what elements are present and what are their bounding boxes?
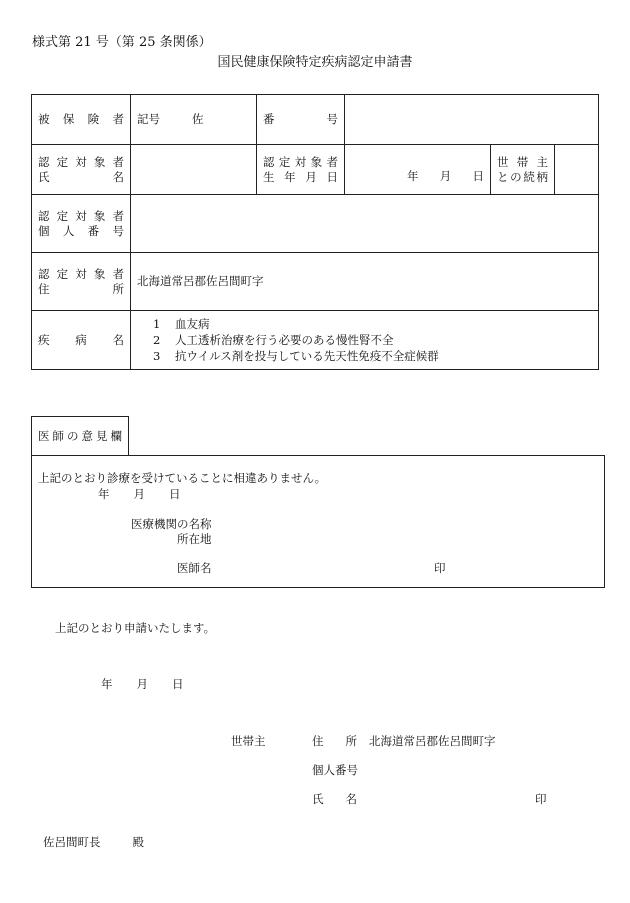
insured-label-cell <box>32 95 131 145</box>
recipient-honorific: 殿 <box>132 835 144 849</box>
applicant-seal-label: 印 <box>535 792 547 806</box>
doctor-seal-label: 印 <box>434 561 446 575</box>
form-number: 様式第 21 号（第 25 条関係） <box>32 35 212 50</box>
target-id-value-cell[interactable] <box>131 195 599 253</box>
target-id-row <box>32 195 599 253</box>
target-address-label-1: 認定対象者 <box>38 266 124 281</box>
relation-label-cell <box>491 145 555 195</box>
application-table <box>31 94 599 370</box>
recipient-label: 佐呂間町長 <box>43 835 101 849</box>
household-head-label: 世帯主 <box>231 734 266 748</box>
target-address-value-cell[interactable] <box>131 253 599 311</box>
birth-day-label: 日 <box>472 169 484 183</box>
relation-value-cell[interactable] <box>555 145 599 195</box>
disease-list <box>137 316 592 364</box>
applicant-address-value: 北海道常呂郡佐呂間町字 <box>369 734 496 748</box>
applicant-name-label-1: 氏 <box>312 792 324 806</box>
symbol-label: 記号 <box>137 112 160 126</box>
symbol-value: 佐 <box>192 112 204 126</box>
application-year-label: 年 <box>101 677 113 691</box>
opinion-day-label: 日 <box>169 487 181 501</box>
symbol-cell[interactable] <box>131 95 257 145</box>
recipient-row <box>43 834 144 850</box>
target-birth-value-cell[interactable] <box>345 145 491 195</box>
applicant-id-label: 個人番号 <box>312 763 358 777</box>
target-id-label-cell <box>32 195 131 253</box>
disease-row <box>32 311 599 370</box>
application-month-label: 月 <box>136 677 148 691</box>
insured-row <box>32 95 599 145</box>
applicant-name-row[interactable] <box>312 791 357 807</box>
target-id-label-2: 個人番号 <box>38 223 124 238</box>
number-label: 番号 <box>263 112 338 126</box>
applicant-address-row[interactable] <box>312 733 496 749</box>
application-date[interactable] <box>101 676 184 692</box>
target-address-value: 北海道常呂郡佐呂間町字 <box>137 274 264 288</box>
birth-month-label: 月 <box>439 169 452 183</box>
birth-year-label: 年 <box>407 169 419 183</box>
target-birth-label-2: 生年月日 <box>263 169 338 184</box>
disease-item[interactable]: 3 抗ウイルス剤を投与している先天性免疫不全症候群 <box>153 349 439 363</box>
relation-label-2: との続柄 <box>497 169 548 184</box>
doctor-opinion-label: 医師の意見欄 <box>38 429 122 443</box>
target-id-label-1: 認定対象者 <box>38 208 124 223</box>
target-birth-label-1: 認定対象者 <box>263 154 338 169</box>
target-name-value-cell[interactable] <box>131 145 257 195</box>
applicant-name-label-2: 名 <box>345 792 357 806</box>
institution-name-label: 医療機関の名称 <box>131 517 212 531</box>
applicant-address-label-2: 所 <box>345 734 357 748</box>
opinion-year-label: 年 <box>98 487 110 501</box>
document-title: 国民健康保険特定疾病認定申請書 <box>217 55 413 70</box>
opinion-month-label: 月 <box>133 487 145 501</box>
opinion-statement: 上記のとおり診療を受けていることに相違ありません。 <box>38 471 327 485</box>
target-address-label-cell <box>32 253 131 311</box>
disease-label-cell <box>32 311 131 370</box>
disease-item[interactable]: 1 血友病 <box>153 317 210 331</box>
insured-label: 被保険者 <box>38 112 124 126</box>
application-statement: 上記のとおり申請いたします。 <box>55 621 216 635</box>
target-name-label-2: 氏名 <box>38 169 124 184</box>
doctor-opinion-tab <box>31 416 129 455</box>
application-day-label: 日 <box>172 677 184 691</box>
target-address-label-2: 住所 <box>38 281 124 296</box>
number-label-cell <box>257 95 345 145</box>
applicant-address-label-1: 住 <box>312 734 324 748</box>
opinion-date[interactable] <box>98 486 181 502</box>
number-value-cell[interactable] <box>345 95 599 145</box>
disease-item[interactable]: 2 人工透析治療を行う必要のある慢性腎不全 <box>153 333 394 347</box>
disease-label: 疾病名 <box>38 332 124 347</box>
relation-label-1: 世帯主 <box>497 154 548 169</box>
target-name-label-cell <box>32 145 131 195</box>
institution-location-label: 所在地 <box>177 532 212 546</box>
disease-list-cell[interactable] <box>131 311 599 370</box>
target-name-label-1: 認定対象者 <box>38 154 124 169</box>
target-address-row <box>32 253 599 311</box>
target-birth-label-cell <box>257 145 345 195</box>
target-name-row <box>32 145 599 195</box>
doctor-opinion-box[interactable] <box>31 455 605 588</box>
doctor-name-label: 医師名 <box>177 561 212 575</box>
